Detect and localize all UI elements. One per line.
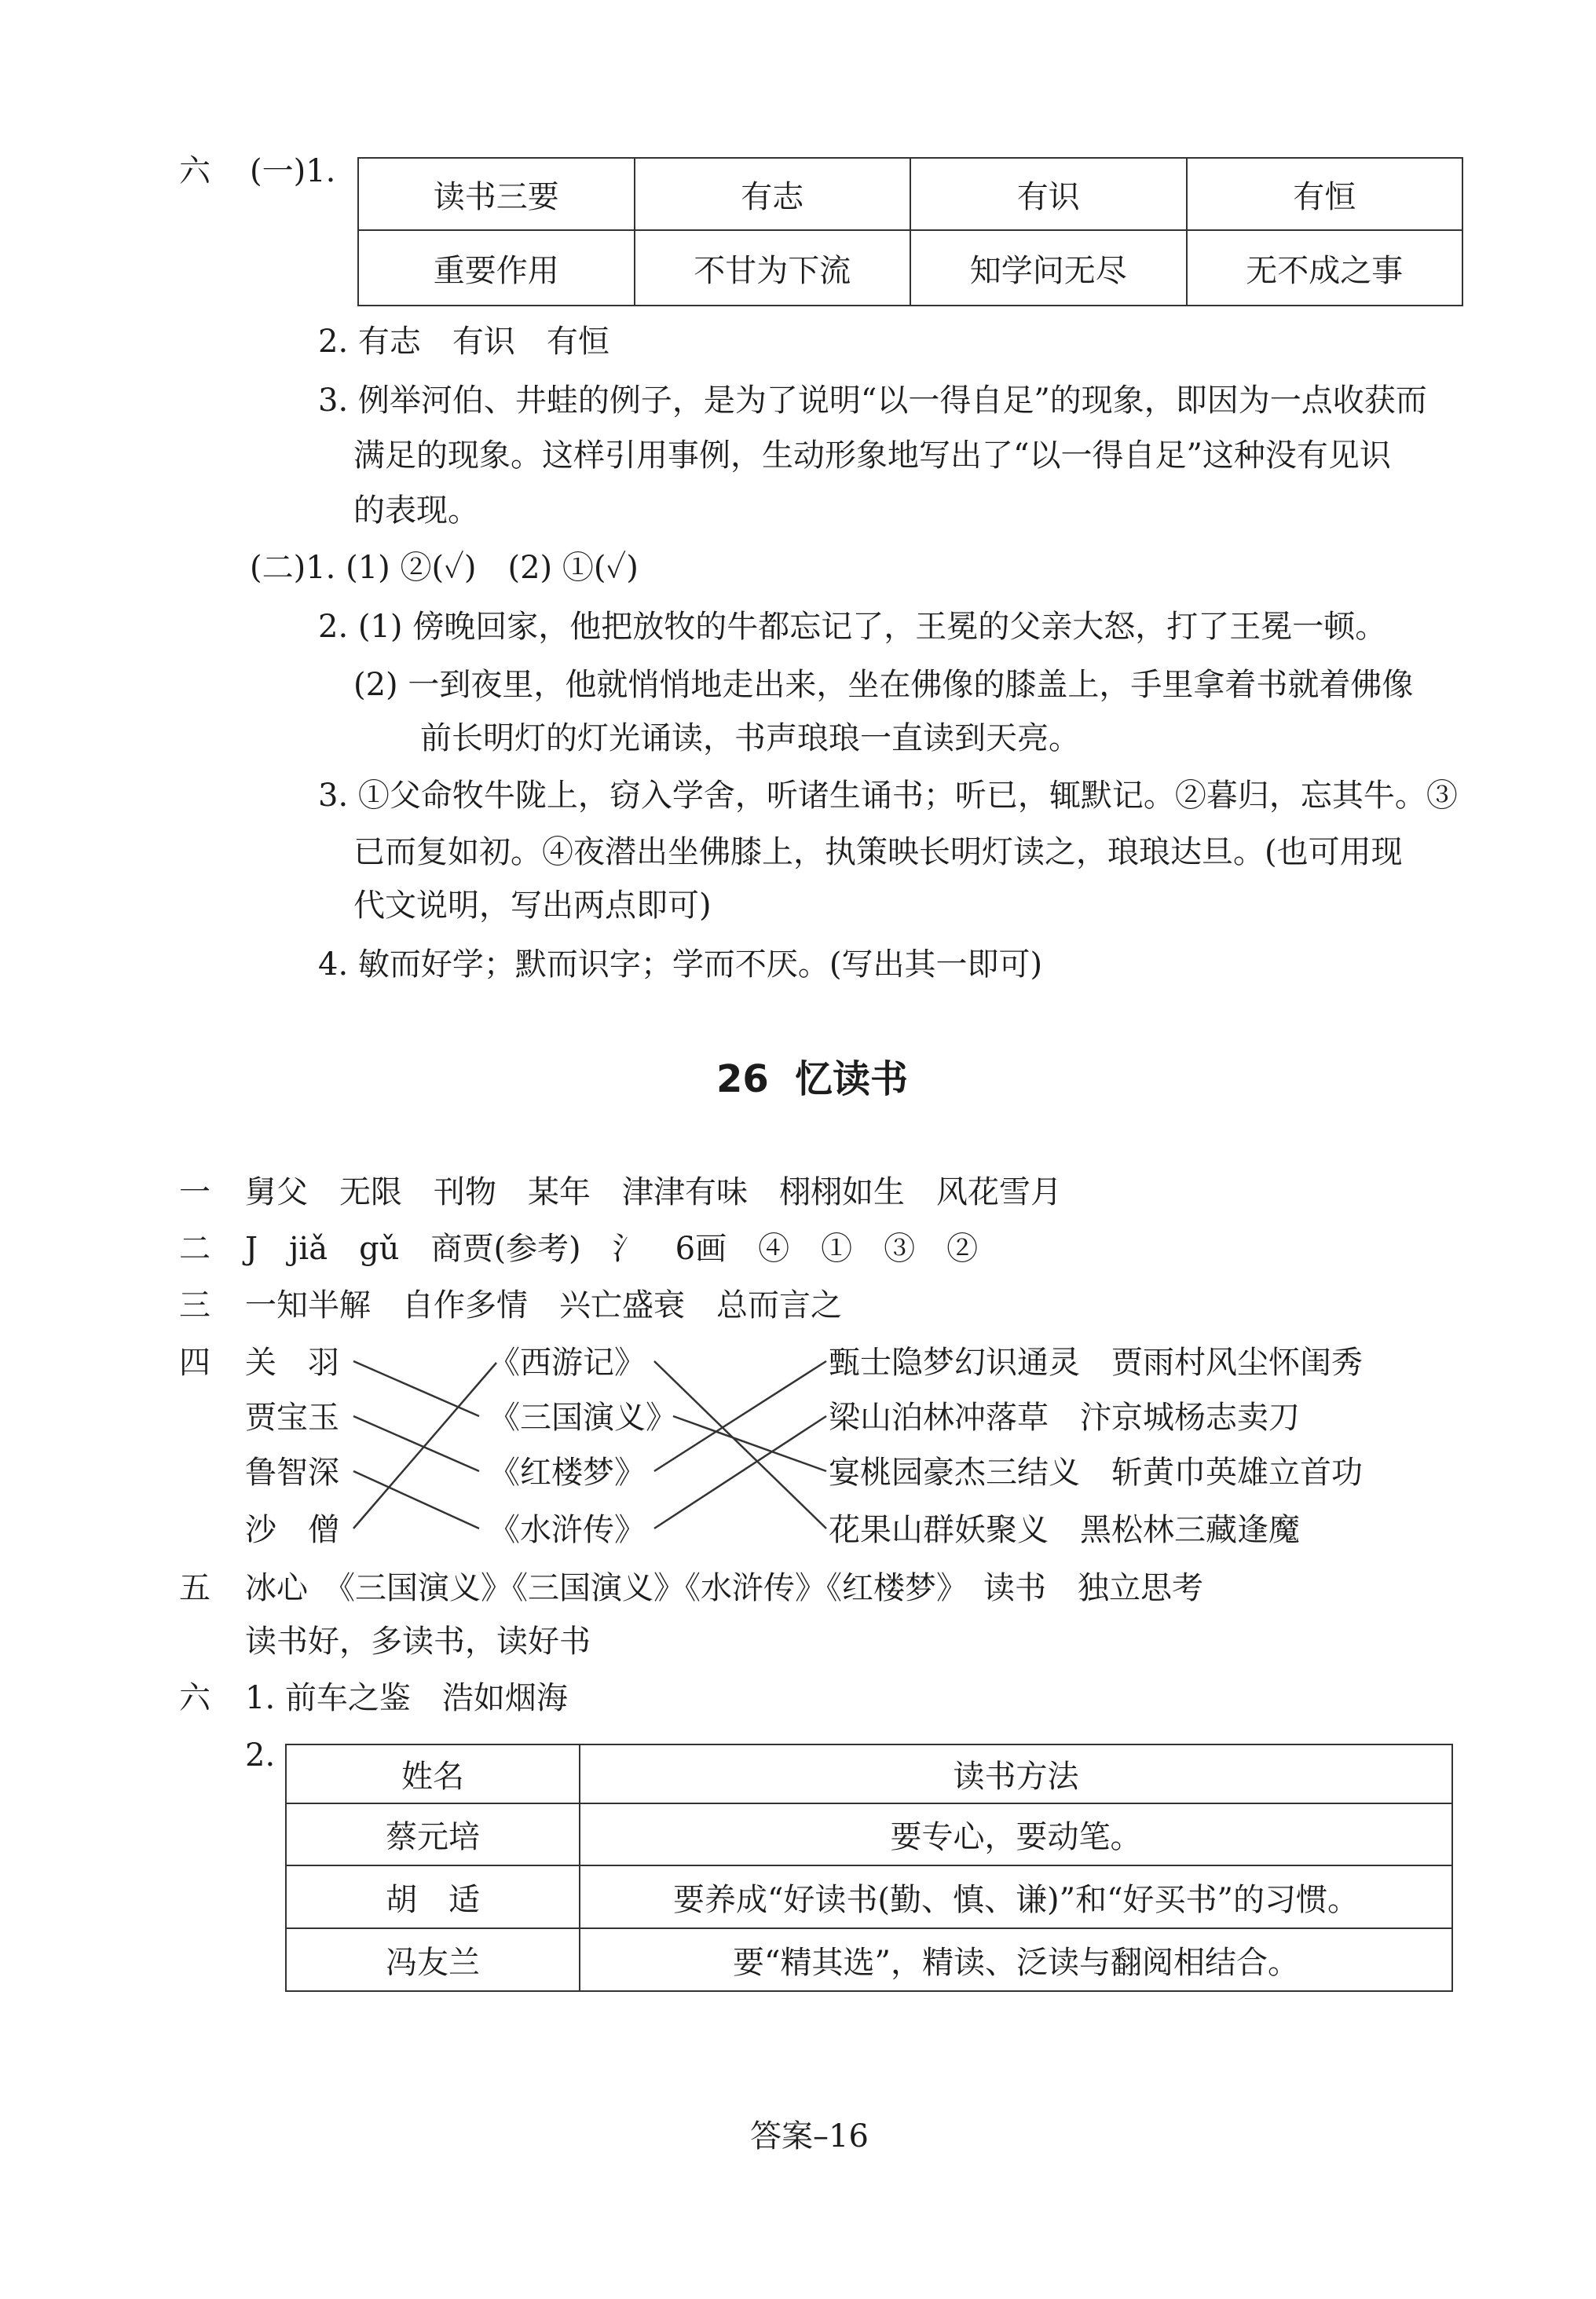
book-title: 《红楼梦》 [489,1455,646,1491]
lesson-number: 26 [716,1057,769,1101]
character-name: 鲁智深 [245,1455,339,1491]
section-marker-2: 二 [179,1231,210,1267]
event-text: 梁山泊林冲落草 汴京城杨志卖刀 [829,1400,1300,1436]
table-cell: 读书三要 [358,158,635,230]
sub1-prefix: (一)1. [250,153,336,189]
table-cell: 要“精其选”，精读、泛读与翻阅相结合。 [580,1928,1452,1991]
answer-line: J jiǎ gǔ 商贾(参考) 氵 6画 ④ ① ③ ② [245,1231,979,1267]
table-cell: 要养成“好读书(勤、慎、谦)”和“好买书”的习惯。 [580,1865,1452,1928]
page-number: 答案–16 [750,2118,869,2154]
match-line [353,1471,479,1528]
answer-line: 的表现。 [353,492,479,529]
character-name: 沙 僧 [245,1512,339,1548]
event-text: 甄士隐梦幻识通灵 贾雨村风尘怀闺秀 [829,1345,1363,1381]
match-line [353,1416,479,1471]
section-marker-6b: 六 [179,1680,210,1716]
table-row [286,1865,1452,1928]
table-header-cell: 姓名 [286,1744,580,1803]
book-title: 《西游记》 [489,1345,646,1381]
answer-line: 已而复如初。④夜潜出坐佛膝上，执策映长明灯读之，琅琅达旦。(也可用现 [353,834,1403,870]
answer-line: 前长明灯的灯光诵读，书声琅琅一直读到天亮。 [420,720,1080,756]
table-cell: 蔡元培 [286,1803,580,1865]
answer-line: (二)1. (1) ②(✓) (2) ①(✓) [250,550,639,586]
section-marker-6a: 六 [179,153,210,189]
lesson-title: 忆读书 [795,1057,909,1101]
answer-line: 2. 有志 有识 有恒 [318,324,609,360]
answer-line: 3. 例举河伯、井蛙的例子，是为了说明“以一得自足”的现象，即因为一点收获而 [318,383,1427,419]
section-marker-3: 三 [179,1287,210,1323]
reading-table-2 [285,1744,1453,1992]
table-row [286,1928,1452,1991]
answer-line: 3. ①父命牧牛陇上，窃入学舍，听诸生诵书；听已，辄默记。②暮归，忘其牛。③ [318,778,1458,814]
character-name: 贾宝玉 [245,1400,339,1436]
match-line [353,1361,479,1416]
match-line [654,1361,826,1528]
answer-line: 满足的现象。这样引用事例，生动形象地写出了“以一得自足”这种没有见识 [353,437,1391,474]
answer-line: 2. (1) 傍晚回家，他把放牧的牛都忘记了，王冕的父亲大怒，打了王冕一顿。 [318,609,1387,645]
table-cell: 有志 [635,158,911,230]
answer-line: 一知半解 自作多情 兴亡盛衰 总而言之 [245,1287,842,1323]
character-name: 关 羽 [245,1345,339,1381]
answer-line: 冰心 《三国演义》《三国演义》《水浒传》《红楼梦》 读书 独立思考 [245,1570,1203,1606]
section-marker-1: 一 [179,1174,210,1210]
answer-line: 舅父 无限 刊物 某年 津津有味 栩栩如生 风花雪月 [245,1174,1062,1210]
event-text: 花果山群妖聚义 黑松林三藏逢魔 [829,1512,1300,1548]
book-title: 《水浒传》 [489,1512,646,1548]
section-marker-5: 五 [179,1570,210,1606]
table-header-cell: 读书方法 [580,1744,1452,1803]
event-text: 宴桃园豪杰三结义 斩黄巾英雄立首功 [829,1455,1363,1491]
match-line [654,1361,826,1471]
table-cell: 胡 适 [286,1865,580,1928]
book-title: 《三国演义》 [489,1400,677,1436]
table-cell: 知学问无尽 [910,230,1187,306]
answer-line: 1. 前车之鉴 浩如烟海 [245,1680,568,1716]
answer-line: (2) 一到夜里，他就悄悄地走出来，坐在佛像的膝盖上，手里拿着书就着佛像 [353,667,1414,703]
question-label: 2. [245,1737,276,1774]
table-cell: 要专心，要动笔。 [580,1803,1452,1865]
table-cell: 重要作用 [358,230,635,306]
table-cell: 无不成之事 [1187,230,1463,306]
table-header-row [286,1744,1452,1803]
table-row [286,1803,1452,1865]
answer-line: 4. 敏而好学；默而识字；学而不厌。(写出其一即可) [318,946,1043,983]
table-cell: 不甘为下流 [635,230,911,306]
table-cell: 有恒 [1187,158,1463,230]
answer-line: 读书好，多读书，读好书 [245,1624,591,1660]
table-cell: 冯友兰 [286,1928,580,1991]
section-marker-4: 四 [179,1345,210,1381]
answer-line: 代文说明，写出两点即可) [353,888,712,924]
table-cell: 有识 [910,158,1187,230]
match-line [654,1416,826,1528]
